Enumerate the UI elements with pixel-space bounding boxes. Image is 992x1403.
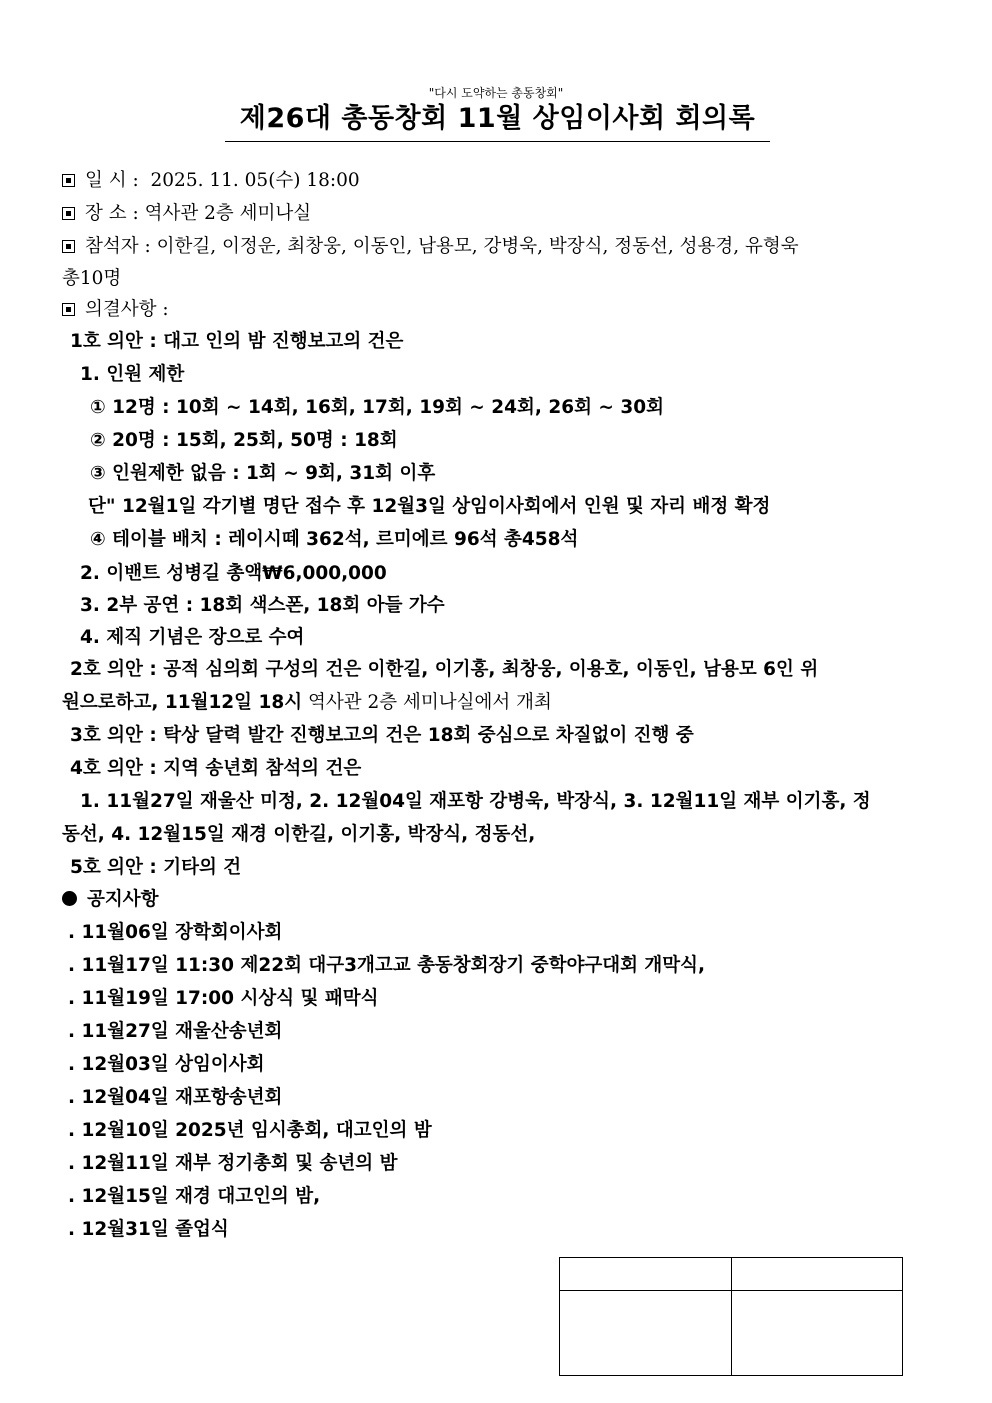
approval-box-divider	[731, 1258, 732, 1375]
attendees-total: 총10명	[62, 268, 122, 289]
square-bullet-icon	[62, 174, 75, 187]
notices-heading: 공지사항	[87, 889, 159, 910]
agenda-item-5: 5호 의안 : 기타의 건	[70, 857, 242, 878]
agenda-item-1-note: 단" 12월1일 각기별 명단 접수 후 12월3일 상임이사회에서 인원 및 자리 배정 확정	[88, 496, 771, 517]
square-bullet-icon	[62, 207, 75, 220]
notice-item: . 12월04일 재포항송년회	[68, 1087, 283, 1108]
attendees-row	[62, 234, 799, 260]
attendees-label: 참석자 :	[85, 236, 151, 257]
motto: "다시 도약하는 총동창회"	[428, 86, 564, 100]
notice-item: . 12월15일 재경 대고인의 밤,	[68, 1186, 321, 1207]
agenda-item-1-sub-1-c: ③ 인원제한 없음 : 1회 ~ 9회, 31회 이후	[90, 463, 436, 484]
agenda-item-4-title: 4호 의안 : 지역 송년회 참석의 건은	[70, 758, 362, 779]
notice-item: . 12월10일 2025년 임시총회, 대고인의 밤	[68, 1120, 432, 1141]
approval-box	[559, 1257, 903, 1376]
notice-item: . 12월11일 재부 정기총회 및 송년의 밤	[68, 1153, 398, 1174]
agenda-item-2-line-2-b: 역사관 2층 세미나실에서 개최	[302, 692, 552, 713]
notice-item: . 12월31일 졸업식	[68, 1219, 229, 1240]
notice-item: . 11월27일 재울산송년회	[68, 1021, 283, 1042]
agenda-item-1-sub-2: 2. 이밴트 성병길 총액₩6,000,000	[80, 563, 387, 584]
notice-item: . 11월17일 11:30 제22회 대구3개고교 총동창회장기 중학야구대회 개막식,	[68, 955, 706, 976]
agenda-item-1-title: 1호 의안 : 대고 인의 밤 진행보고의 건은	[70, 331, 404, 352]
agenda-item-1-sub-1: 1. 인원 제한	[80, 364, 185, 385]
agenda-item-3: 3호 의안 : 탁상 달력 발간 진행보고의 건은 18회 중심으로 차질없이 진행 중	[70, 725, 694, 746]
agenda-item-2-line-1: 2호 의안 : 공적 심의회 구성의 건은 이한길, 이기홍, 최창웅, 이용호, 이동인, 남용모 6인 위	[70, 659, 819, 680]
agenda-item-1-sub-1-a: ① 12명 : 10회 ~ 14회, 16회, 17회, 19회 ~ 24회, 26회 ~ 30회	[90, 397, 664, 418]
place-value: 역사관 2층 세미나실	[144, 203, 312, 224]
agenda-item-1-sub-1-d: ④ 테이블 배치 : 레이시떼 362석, 르미에르 96석 총458석	[90, 529, 579, 550]
attendees-value: 이한길, 이정운, 최창웅, 이동인, 남용모, 강병욱, 박장식, 정동선, 성용경, 유형욱	[156, 236, 799, 257]
place-row	[62, 201, 311, 227]
date-label: 일 시 :	[85, 170, 139, 191]
resolutions-heading	[62, 297, 169, 323]
place-label: 장 소 :	[85, 203, 139, 224]
square-bullet-icon	[62, 240, 75, 253]
agenda-item-2-line-2	[62, 690, 552, 716]
date-row	[62, 168, 360, 194]
agenda-item-1-sub-4: 4. 제직 기념은 장으로 수여	[80, 627, 305, 648]
circle-bullet-icon	[62, 891, 77, 906]
agenda-item-1-sub-1-b: ② 20명 : 15회, 25회, 50명 : 18회	[90, 430, 398, 451]
agenda-item-4-line-2: 동선, 4. 12월15일 재경 이한길, 이기홍, 박장식, 정동선,	[62, 824, 536, 845]
notice-item: . 11월06일 장학회이사회	[68, 922, 283, 943]
date-value: 2025. 11. 05(수) 18:00	[150, 170, 360, 191]
agenda-item-4-line-1: 1. 11월27일 재울산 미정, 2. 12월04일 재포항 강병욱, 박장식, 3. 12월11일 재부 이기홍, 정	[80, 791, 871, 812]
notice-item: . 12월03일 상임이사회	[68, 1054, 265, 1075]
square-bullet-icon	[62, 303, 75, 316]
page-title: 제26대 총동창회 11월 상임이사회 회의록	[225, 96, 770, 142]
agenda-item-2-line-2-a: 원으로하고, 11월12일 18시	[62, 692, 303, 713]
notices-heading-row	[62, 887, 158, 913]
approval-box-header-line	[560, 1290, 902, 1291]
notice-item: . 11월19일 17:00 시상식 및 패막식	[68, 988, 379, 1009]
resolutions-label: 의결사항 :	[85, 299, 169, 320]
agenda-item-1-sub-3: 3. 2부 공연 : 18회 색스폰, 18회 아들 가수	[80, 595, 445, 616]
